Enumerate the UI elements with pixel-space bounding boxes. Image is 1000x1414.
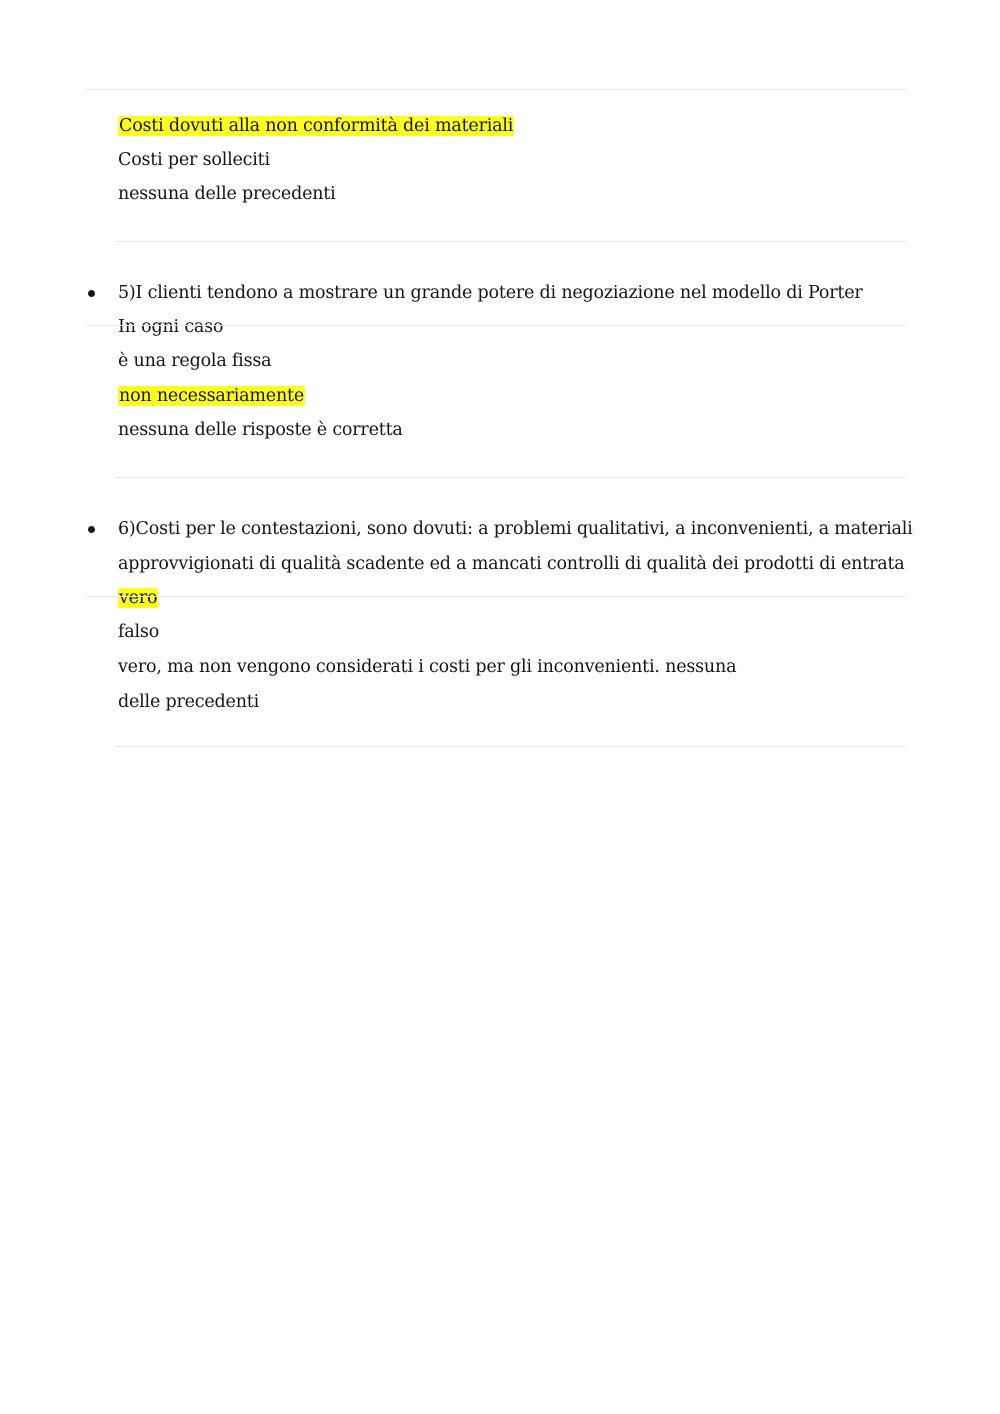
answer-option: falso bbox=[118, 622, 160, 642]
section-divider bbox=[86, 89, 906, 90]
question-text: 6)Costi per le contestazioni, sono dovuti: a problemi qualitativi, a inconvenienti, a materiali bbox=[118, 519, 913, 539]
answer-option-correct bbox=[118, 384, 305, 408]
answer-highlight: vero bbox=[119, 588, 158, 608]
answer-option: delle precedenti bbox=[118, 692, 260, 712]
answer-highlight: Costi dovuti alla non conformità dei materiali bbox=[119, 116, 514, 136]
answer-option: nessuna delle precedenti bbox=[118, 184, 336, 204]
answer-option-correct bbox=[118, 114, 514, 138]
answer-option: Costi per solleciti bbox=[118, 150, 270, 170]
section-divider bbox=[116, 477, 906, 478]
answer-option-correct bbox=[118, 586, 158, 610]
answer-highlight: non necessariamente bbox=[119, 386, 305, 406]
answer-option: In ogni caso bbox=[118, 317, 224, 337]
question-text: approvvigionati di qualità scadente ed a mancati controlli di qualità dei prodotti di entrata bbox=[118, 554, 905, 574]
bullet-icon bbox=[88, 290, 95, 297]
bullet-icon bbox=[88, 526, 95, 533]
answer-option: vero, ma non vengono considerati i costi per gli inconvenienti. nessuna bbox=[118, 657, 737, 677]
answer-option: è una regola fissa bbox=[118, 351, 272, 371]
question-text: 5)I clienti tendono a mostrare un grande potere di negoziazione nel modello di Porter bbox=[118, 283, 863, 303]
section-divider bbox=[116, 241, 906, 242]
section-divider bbox=[116, 746, 906, 747]
section-divider bbox=[86, 325, 906, 326]
section-divider bbox=[86, 596, 906, 597]
answer-option: nessuna delle risposte è corretta bbox=[118, 420, 403, 440]
